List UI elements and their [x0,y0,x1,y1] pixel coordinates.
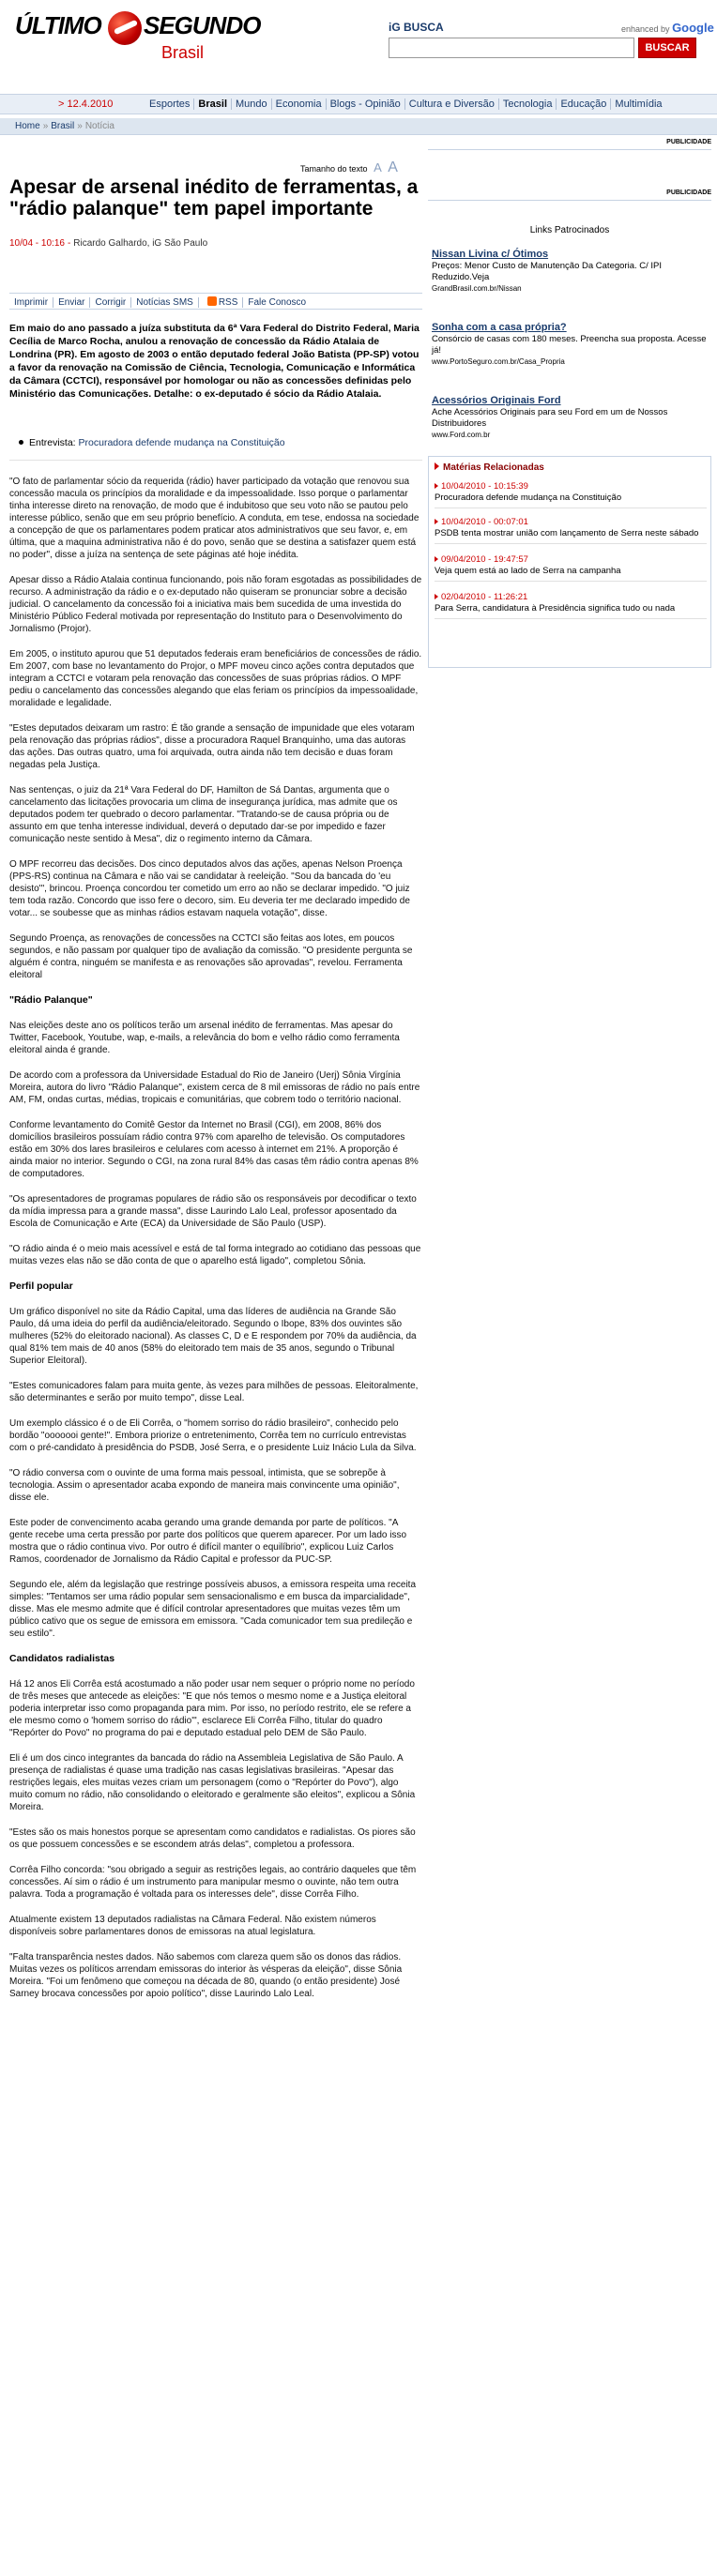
related-article[interactable] [435,592,707,619]
search-provider-prefix: enhanced by [621,24,670,34]
text-size-label: Tamanho do texto [300,164,368,174]
main-nav [0,94,717,114]
text-size-large-button[interactable]: A [388,159,398,175]
search-provider [621,21,714,35]
sponsored-link[interactable] [432,394,709,441]
arrow-right-icon [435,462,439,470]
nav-item-blogs[interactable]: Blogs - Opinião [326,98,404,110]
correct-link[interactable]: Corrigir [89,297,130,308]
article-paragraph: "Estes deputados deixaram um rastro: É tão grande a sensação de impunidade que eles votaram pela renovação das próprias rádios", disse a procuradora Raquel Branquinho, uma das autoras das ações. Das outras quatro, uma foi arquivada, outra ainda não tem decisão e duas foram negadas pela Justiça. [9,723,415,770]
sponsored-link[interactable] [432,321,709,368]
search-input[interactable] [389,38,634,58]
article-paragraph: "O rádio conversa com o ouvinte de uma forma mais pessoal, intimista, que se sobrepõe à tecnologia. Assim o apresentador acaba expondo de maneira mais convincente uma opinião", disse ele. [9,1468,400,1503]
article-title: Apesar de arsenal inédito de ferramentas, a "rádio palanque" tem papel importante [9,176,419,220]
article-paragraph: Há 12 anos Eli Corrêa está acostumado a não poder usar nem sequer o próprio nome no período de três meses que antecede as eleições: "E que nós temos o mesmo nome e a Justiça eleitoral poderia interpretar isso como propaganda para mim. Por isso, no período restrito, ele se refere a ele mesmo como o 'homem sorriso do rádio'", esclarece Eli Corrêa Filho, titular do quadro "Repórter do Povo" no programa do pai e deputado estadual pelo DEM de São Paulo. [9,1679,415,1738]
sponsored-link-desc: Ache Acessórios Originais para seu Ford em um de Nossos Distribuidores [432,407,668,429]
google-logo: Google [672,21,714,35]
sponsored-link-url[interactable]: GrandBrasil.com.br/Nissan [432,284,522,293]
sponsored-link-url[interactable]: www.Ford.com.br [432,431,491,439]
related-article-title[interactable]: Veja quem está ao lado de Serra na campanha [435,566,621,576]
nav-item-cultura[interactable]: Cultura e Diversão [404,98,498,110]
breadcrumb-home[interactable]: Home [15,121,40,131]
article-paragraph: De acordo com a professora da Universidade Estadual do Rio de Janeiro (Uerj) Sônia Virgínia Moreira, autora do livro "Rádio Palanque", existem cerca de 8 mil emissoras de rádio no país entre AM, FM, ondas curtas, médias, tropicais e comunitárias, que cobrem todo o território nacional. [9,1070,420,1105]
article-lead: Em maio do ano passado a juíza substituta da 6ª Vara Federal do Distrito Federal, Maria Cecília de Marco Rocha, anulou a renovação de concessão da Rádio Atalaia de Londrina (PR). Em agosto de 2003 o então deputado federal João Batista (PP-SP) votou a favor da renovação na Comissão de Ciência, Tecnologia, Comunicação e Informática da Câmara (CCTCI), responsável por homologar ou não as concessões definidas pelo Ministério das Comunicações. Detalhe: o ex-deputado é sócio da Rádio Atalaia. [9,323,420,400]
related-article-title[interactable]: PSDB tenta mostrar união com lançamento de Serra neste sábado [435,528,699,538]
search-button[interactable]: BUSCAR [638,38,696,58]
sponsored-link-desc: Preços: Menor Custo de Manutenção Da Categoria. C/ IPI Reduzido.Veja [432,261,663,282]
rss-icon [207,296,217,306]
related-bullet [19,437,422,448]
bullet-icon [19,440,23,445]
nav-item-economia[interactable]: Economia [271,98,326,110]
article-paragraph: Atualmente existem 13 deputados radialistas na Câmara Federal. Não existem números disponíveis sobre parlamentares donos de emissoras na atual legislatura. [9,1915,376,1937]
bullet-link[interactable]: Procuradora defende mudança na Constituição [78,437,285,448]
sponsored-link[interactable] [432,248,709,295]
send-link[interactable]: Enviar [53,297,89,308]
related-articles-title [435,462,544,473]
article-paragraph: Este poder de convencimento acaba gerando uma grande demanda por parte de políticos. "A gente recebe uma certa pressão por parte dos políticos que querem aparecer. Por um lado isso mostra que o rádio continua vivo. Por outro é difícil manter o equilíbrio", explicou Luiz Carlos Ramos, coordenador de Jornalismo da Rádio Capital e professor da PUC-SP. [9,1518,407,1565]
text-size-small-button[interactable]: A [374,160,382,174]
article-paragraph: "O fato de parlamentar sócio da requerida (rádio) haver participado da votação que renovou sua concessão macula os princípios da moralidade e da impessoalidade. Isso porque o parlamentar tinha interesse direto na renovação, de modo que é indubitoso que seu voto não se pautou pelo interesse público, senão que em seu próprio benefício. A conduta, em tese, endossa na sociedade a concepção de que os parlamentares podem praticar atos administrativos que seu favor, e, em última, que a maquina administrativa não é do povo, senão que se destina a satisfazer quem está no poder", disse a juíza na sentença de sete páginas até hoje inédita. [9,477,420,560]
related-article[interactable] [435,481,707,508]
sponsored-link-url[interactable]: www.PortoSeguro.com.br/Casa_Propria [432,357,565,366]
sponsored-link-title[interactable]: Sonha com a casa própria? [432,322,567,333]
nav-item-educacao[interactable]: Educação [556,98,610,110]
breadcrumb-sep: » [77,121,83,131]
article-paragraph: O MPF recorreu das decisões. Dos cinco deputados alvos das ações, apenas Nelson Proença (PPS-RS) continua na Câmara e não vai se candidatar à reeleição. "Sou da bancada do 'eu desisto'", brincou. Proença concordou ter cometido um erro ao não se declarar impedido. "O juiz tem toda razão. Concordo que isso fere o decoro, sim. Eu deveria ter me declarado impedido de votar... se soubesse que as minhas rádios estavam naquela votação", disse. [9,859,410,918]
article-paragraph: Segundo ele, além da legislação que restringe possíveis abusos, a emissora respeita uma receita simples: "Tentamos ser uma rádio popular sem sensacionalismo e em busca da imparcialidade", disse. Mas ele mesmo admite que é difícil controlar apresentadores que muitas vezes têm um público cativo que os segue de emissora em emissora. "Cada comunicador tem sua predileção e seu estilo". [9,1580,417,1639]
related-article[interactable] [435,517,707,544]
article-paragraph: Nas sentenças, o juiz da 21ª Vara Federal do DF, Hamilton de Sá Dantas, argumenta que o cancelamento das licitações provocaria um clima de insegurança jurídica, mas admite que os deputados podem ter quebrado o decoro parlamentar. "Tratando-se de causa própria ou de assunto em que tenha interesse individual, deverá o deputado dar-se por impedido e fazer comunicação neste sentido à Mesa", diz o regimento interno da Câmara. [9,785,398,844]
breadcrumb-sep: » [42,121,49,131]
related-article[interactable] [435,554,707,582]
logo-word-1: ÚLTIMO [15,11,101,39]
logo-subtitle: Brasil [161,43,205,62]
article-subheading: Perfil popular [9,1280,73,1292]
related-article-title[interactable]: Procuradora defende mudança na Constituição [435,492,622,503]
related-article-date: 02/04/2010 - 11:26:21 [435,592,707,603]
rss-label: RSS [218,297,238,308]
sponsored-link-desc: Consórcio de casas com 180 meses. Preencha sua proposta. Acesse já! [432,334,707,356]
article-paragraph: Corrêa Filho concorda: "sou obrigado a seguir as restrições legais, ao contrário daqueles que têm concessões. Aí sim o rádio é um instrumento para manipular mesmo o ouvinte, não tem outra palavra. Toda a programação é voltada para os interesses dele", disse Corrêa Filho. [9,1865,417,1900]
text-size-control [300,159,398,176]
article-paragraph: Eli é um dos cinco integrantes da bancada do rádio na Assembleia Legislativa de São Paulo. A presença de radialistas é quase uma tradição nas casas legislativas brasileiras. "Apesar das restrições legais, eles muitas vezes criam um personagem (como o "Repórter do Povo"), algo muito comum no rádio, não consolidando o eleitorado e geralmente são eleitos", explicou a Sônia Moreira. [9,1753,416,1812]
nav-item-brasil[interactable]: Brasil [193,98,231,110]
related-articles-label: Matérias Relacionadas [443,462,544,473]
contact-link[interactable]: Fale Conosco [242,297,311,308]
article-paragraph: Apesar disso a Rádio Atalaia continua funcionando, pois não foram esgotadas as possibilidades de recurso. A administração da rádio e o ex-deputado não quiseram se pronunciar sobre a decisão judicial. O cancelamento da concessão foi a iniciativa mais bem sucedida de uma investida do Ministério Público Federal motivada por representação do Instituto para o Desenvolvimento do Jornalismo (Projor). [9,575,422,634]
sms-link[interactable]: Notícias SMS [130,297,198,308]
article-paragraph: Conforme levantamento do Comitê Gestor da Internet no Brasil (CGI), em 2008, 86% dos domicílios brasileiros possuíam rádio contra 97% com aparelho de televisão. Os computadores estão em 30% dos lares brasileiros e celulares com acesso à internet em 21%. A proporção é ainda maior no interior. Segundo o CGI, na zona rural 84% das casas têm rádio contra apenas 8% de computadores. [9,1120,419,1179]
article-meta: 10/04 - 10:16 - Ricardo Galhardo, iG São Paulo [9,238,208,249]
nav-date: > 12.4.2010 [58,98,114,110]
bullet-label: Entrevista: [29,437,76,448]
related-article-title[interactable]: Para Serra, candidatura à Presidência significa tudo ou nada [435,603,676,614]
sponsored-links-title: Links Patrocinados [529,225,610,235]
article-paragraph: "Os apresentadores de programas populares de rádio são os responsáveis por decodificar o texto da mídia impressa para a grande massa", disse Laurindo Lalo Leal, professor aposentado da Escola de Comunicação e Arte (ECA) da Universidade de São Paulo (USP). [9,1194,417,1229]
sponsored-link-title[interactable]: Nissan Livina c/ Ótimos [432,249,549,260]
article-paragraph: Em 2005, o instituto apurou que 51 deputados federais eram beneficiários de concessões de rádio. Em 2007, com base no levantamento do Projor, o MPF moveu cinco ações contra deputados que integram a CCTCI e votaram pela renovação das concessões de suas próprias rádios. O MPF pediu o cancelamento das concessões alegando que elas feriam os princípios da impessoalidade, moralidade e legalidade. [9,649,422,708]
site-logo[interactable] [15,9,261,62]
related-articles-box [428,456,711,668]
related-article-date: 09/04/2010 - 19:47:57 [435,554,707,566]
nav-item-multimidia[interactable]: Multimídia [610,98,665,110]
article-paragraph: Um gráfico disponível no site da Rádio Capital, uma das líderes de audiência na Grande São Paulo, dá uma ideia do perfil da audiência/eleitorado. Segundo o Ibope, 83% dos ouvintes são mulheres (52% do eleitorado nacional). As classes C, D e E respondem por 70% da audiência, da qual 81% tem mais de 40 anos (58% do eleitorado tem mais de 35 anos, segundo o Tribunal Superior Eleitoral). [9,1307,417,1366]
breadcrumb-section[interactable]: Brasil [51,121,75,131]
nav-items [145,98,666,110]
logo-ball-icon [108,11,142,45]
search-label: iG BUSCA [389,21,444,34]
article-subheading: Candidatos radialistas [9,1653,115,1664]
article-toolbar [9,293,422,310]
article-subheading: "Rádio Palanque" [9,994,93,1006]
breadcrumb [0,118,717,135]
article-paragraph: "Estes comunicadores falam para muita gente, às vezes para milhões de pessoas. Eleitoralmente, são determinantes e serão por muito tempo", disse Leal. [9,1381,419,1403]
article-paragraph: Um exemplo clássico é o de Eli Corrêa, o "homem sorriso do rádio brasileiro", conhecido pelo bordão "ooooooi gente!". Embora priorize o entretenimento, Corrêa tem no currículo entrevistas com o pré-candidato à presidência do PSDB, José Serra, e o presidente Luiz Inácio Lula da Silva. [9,1418,417,1453]
related-article-date: 10/04/2010 - 10:15:39 [435,481,707,492]
article-date: 10/04 - 10:16 [9,238,65,249]
ad-label-1: PUBLICIDADE [428,139,711,150]
article-paragraph: "O rádio ainda é o meio mais acessível e está de tal forma integrado ao cotidiano das pessoas que muitas vezes elas não se dão conta de que o aparelho está ligado", completou Sônia. [9,1244,421,1266]
rss-link[interactable] [198,297,243,308]
article-author: Ricardo Galhardo, iG São Paulo [73,238,208,249]
sponsored-link-title[interactable]: Acessórios Originais Ford [432,395,561,406]
article-paragraph: "Estes são os mais honestos porque se apresentam como candidatos e radialistas. Os piores são os que possuem concessões e se escondem atrás delas", completou a professora. [9,1827,416,1850]
article-paragraph: Segundo Proença, as renovações de concessões na CCTCI são feitas aos lotes, em poucos segundos, e não passam por qualquer tipo de avaliação da comissão. "O presidente pergunta se alguém é contra, ninguém se manifesta e as renovações são aprovadas", revelou. Ferramenta eleitoral [9,933,413,980]
print-link[interactable]: Imprimir [14,297,49,308]
article-paragraph: Nas eleições deste ano os políticos terão um arsenal inédito de ferramentas. Mas apesar do Twitter, Facebook, Youtube, wap, e-mails, a relevância do bom e velho rádio como ferramenta eleitoral ainda é grande. [9,1021,400,1055]
nav-item-mundo[interactable]: Mundo [231,98,271,110]
nav-item-esportes[interactable]: Esportes [149,98,191,110]
nav-item-tecnologia[interactable]: Tecnologia [498,98,557,110]
article-paragraph: "Falta transparência nestes dados. Não sabemos com clareza quem são os donos das rádios. Muitas vezes os políticos arrendam emissoras do interior às vésperas da eleição", disse Sônia Moreira. "Foi um fenômeno que começou na década de 80, quando (o então presidente) José Sarney brocava concessões por apoio político", disse Laurindo Lalo Leal. [9,1952,403,1999]
site-header [0,0,717,68]
breadcrumb-current: Notícia [84,121,114,131]
related-article-date: 10/04/2010 - 00:07:01 [435,517,707,528]
ad-label-2: PUBLICIDADE [428,189,711,201]
logo-word-2: SEGUNDO [144,11,261,39]
article-body [9,460,422,2013]
